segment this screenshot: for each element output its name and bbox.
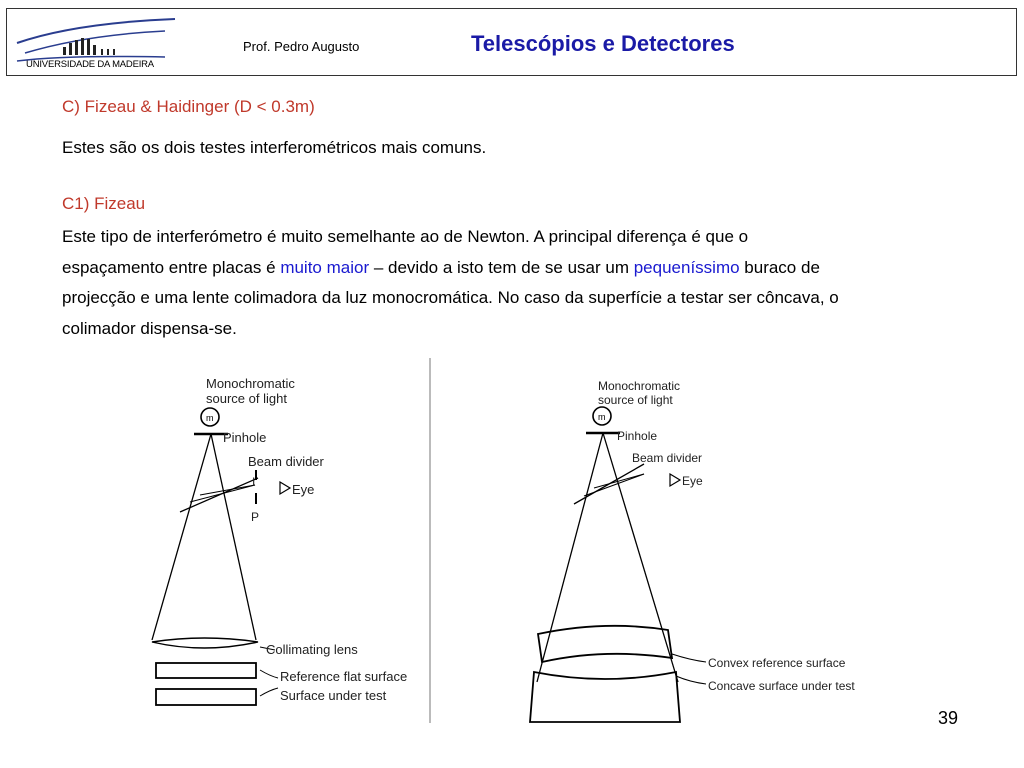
- beam-divider-label: Beam divider: [632, 451, 703, 465]
- reference-flat-shape: [156, 663, 256, 678]
- convex-reference-shape: [538, 626, 672, 662]
- concave-label: Concave surface under test: [708, 679, 855, 693]
- beam-divider-line: [180, 478, 258, 512]
- paragraph-line-2: [62, 253, 992, 284]
- pinhole-label: Pinhole: [617, 429, 658, 443]
- text-span: espaçamento entre placas é: [62, 257, 281, 277]
- mark-i: I: [252, 475, 256, 489]
- beam-divider-label: Beam divider: [248, 454, 324, 469]
- source-symbol: m: [598, 412, 606, 422]
- paragraph-line-4: colimador dispensa-se.: [62, 318, 237, 338]
- highlight-pequenissimo: pequeníssimo: [633, 257, 740, 277]
- text-span: – devido a isto tem de se usar um: [369, 257, 634, 277]
- eye-icon: [670, 474, 680, 486]
- page-number: 39: [938, 708, 959, 728]
- intro-text: Estes são os dois testes interferométricos mais comuns.: [62, 138, 487, 157]
- source-label-1: Monochromatic: [206, 376, 295, 391]
- concave-surface-shape: [530, 672, 680, 722]
- source-label-1: Monochromatic: [598, 379, 681, 393]
- fizeau-diagram-right: [520, 370, 900, 730]
- subsection-heading: C1) Fizeau: [62, 194, 146, 213]
- slide-title: Telescópios e Detectores: [471, 31, 735, 56]
- eye-label: Eye: [292, 482, 315, 497]
- surface-label: Surface under test: [280, 688, 387, 703]
- eye-icon: [280, 482, 290, 494]
- source-symbol: m: [206, 413, 214, 423]
- slide-header: [6, 8, 1017, 76]
- convex-label: Convex reference surface: [708, 656, 846, 670]
- university-name: UNIVERSIDADE DA MADEIRA: [26, 59, 154, 70]
- paragraph-line-3: projecção e uma lente colimadora da luz monocromática. No caso da superfície a testar ser côncava, o: [62, 288, 839, 307]
- author-name: Prof. Pedro Augusto: [243, 39, 360, 54]
- reference-label: Reference flat surface: [280, 669, 408, 684]
- collimating-lens-shape: [152, 638, 258, 648]
- source-label-2: source of light: [206, 391, 287, 406]
- pinhole-label: Pinhole: [223, 430, 267, 445]
- lens-label: Collimating lens: [266, 642, 358, 657]
- paragraph-line-1: Este tipo de interferómetro é muito semelhante ao de Newton. A principal diferença é que o: [62, 227, 749, 246]
- surface-under-test-shape: [156, 689, 256, 705]
- body-paragraph: [62, 222, 992, 344]
- section-heading: C) Fizeau & Haidinger (D < 0.3m): [62, 97, 315, 116]
- mark-p: P: [251, 510, 260, 524]
- fizeau-diagram-left: [130, 358, 435, 723]
- text-span: buraco de: [739, 257, 820, 277]
- highlight-muito-maior: muito maior: [280, 257, 370, 277]
- eye-label: Eye: [682, 474, 703, 488]
- source-label-2: source of light: [598, 393, 673, 407]
